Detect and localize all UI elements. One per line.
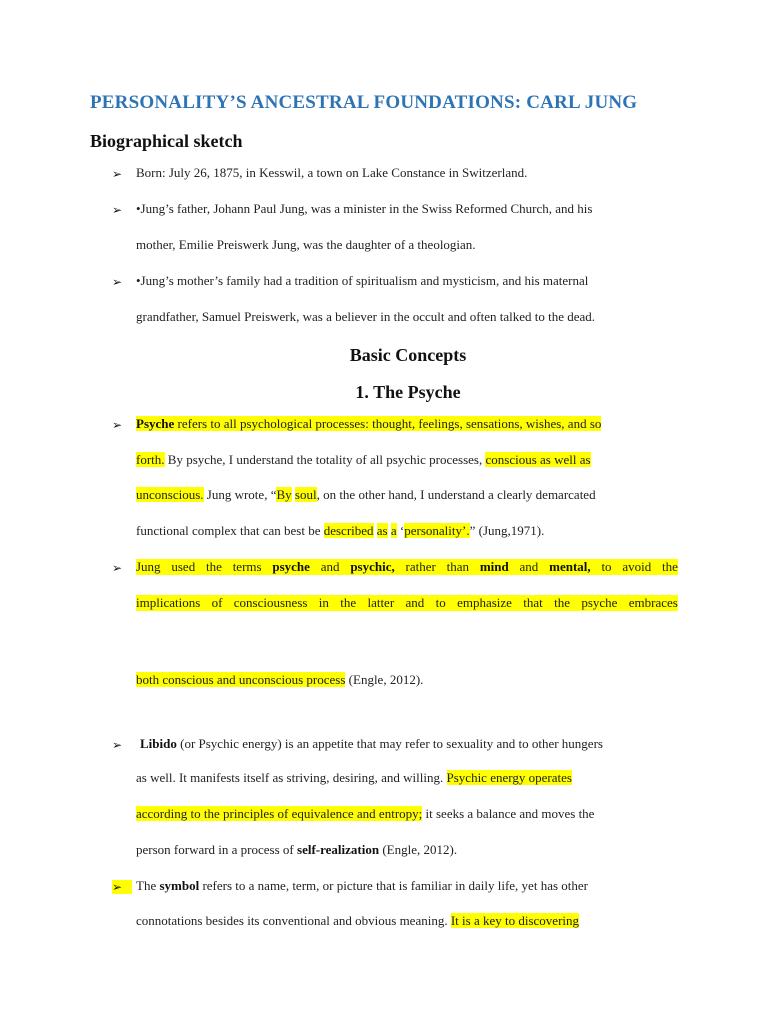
psyche-line-3: unconscious. Jung wrote, “By soul, on the other hand, I understand a clearly demarcated xyxy=(136,487,596,502)
basic-concepts-heading: Basic Concepts xyxy=(349,345,467,365)
symbol-line-2: connotations besides its conventional and obvious meaning. It is a key to discovering xyxy=(136,913,580,928)
document-title: PERSONALITY’S ANCESTRAL FOUNDATIONS: CARL JUNG xyxy=(90,92,638,113)
arrowhead-bullet-icon: ➢ xyxy=(112,167,123,181)
bio-bullet-2-line-2: mother, Emilie Preiswerk Jung, was the daughter of a theologian. xyxy=(136,237,476,252)
arrowhead-bullet-icon: ➢ xyxy=(112,880,132,894)
arrowhead-bullet-icon: ➢ xyxy=(112,275,123,289)
psyche-line-4: functional complex that can best be described as a ‘personality’.” (Jung,1971). xyxy=(136,523,545,538)
arrowhead-bullet-icon: ➢ xyxy=(112,203,123,217)
bio-bullet-1-line-1: Born: July 26, 1875, in Kesswil, a town on Lake Constance in Switzerland. xyxy=(136,165,528,180)
bio-bullet-3-line-2: grandfather, Samuel Preiswerk, was a believer in the occult and often talked to the dead. xyxy=(136,309,596,324)
symbol-line-1: The symbol refers to a name, term, or picture that is familiar in daily life, yet has other xyxy=(136,878,588,893)
terms-line-2: implications of consciousness in the latter and to emphasize that the psyche embraces xyxy=(136,595,678,610)
libido-line-1: Libido (or Psychic energy) is an appetite that may refer to sexuality and to other hungers xyxy=(140,736,603,751)
terms-line-1: Jung used the terms psyche and psychic, rather than mind and mental, to avoid the xyxy=(136,559,678,574)
libido-line-3: according to the principles of equivalence and entropy; it seeks a balance and moves the xyxy=(136,806,595,821)
bio-bullet-2-line-1: •Jung’s father, Johann Paul Jung, was a minister in the Swiss Reformed Church, and his xyxy=(136,201,593,216)
arrowhead-bullet-icon: ➢ xyxy=(112,418,123,432)
arrowhead-bullet-icon: ➢ xyxy=(112,561,123,575)
bio-bullet-3-line-1: •Jung’s mother’s family had a tradition of spiritualism and mysticism, and his maternal xyxy=(136,273,589,288)
libido-line-4: person forward in a process of self-realization (Engle, 2012). xyxy=(136,842,458,857)
psyche-line-1: Psyche refers to all psychological processes: thought, feelings, sensations, wishes, and so xyxy=(136,416,602,431)
psyche-line-2: forth. By psyche, I understand the totality of all psychic processes, conscious as well as xyxy=(136,452,591,467)
psyche-heading: 1. The Psyche xyxy=(355,382,461,402)
arrowhead-bullet-icon: ➢ xyxy=(112,738,123,752)
libido-line-2: as well. It manifests itself as striving, desiring, and willing. Psychic energy operates xyxy=(136,770,572,785)
terms-line-3: both conscious and unconscious process (Engle, 2012). xyxy=(136,672,424,687)
biographical-sketch-heading: Biographical sketch xyxy=(90,131,243,151)
